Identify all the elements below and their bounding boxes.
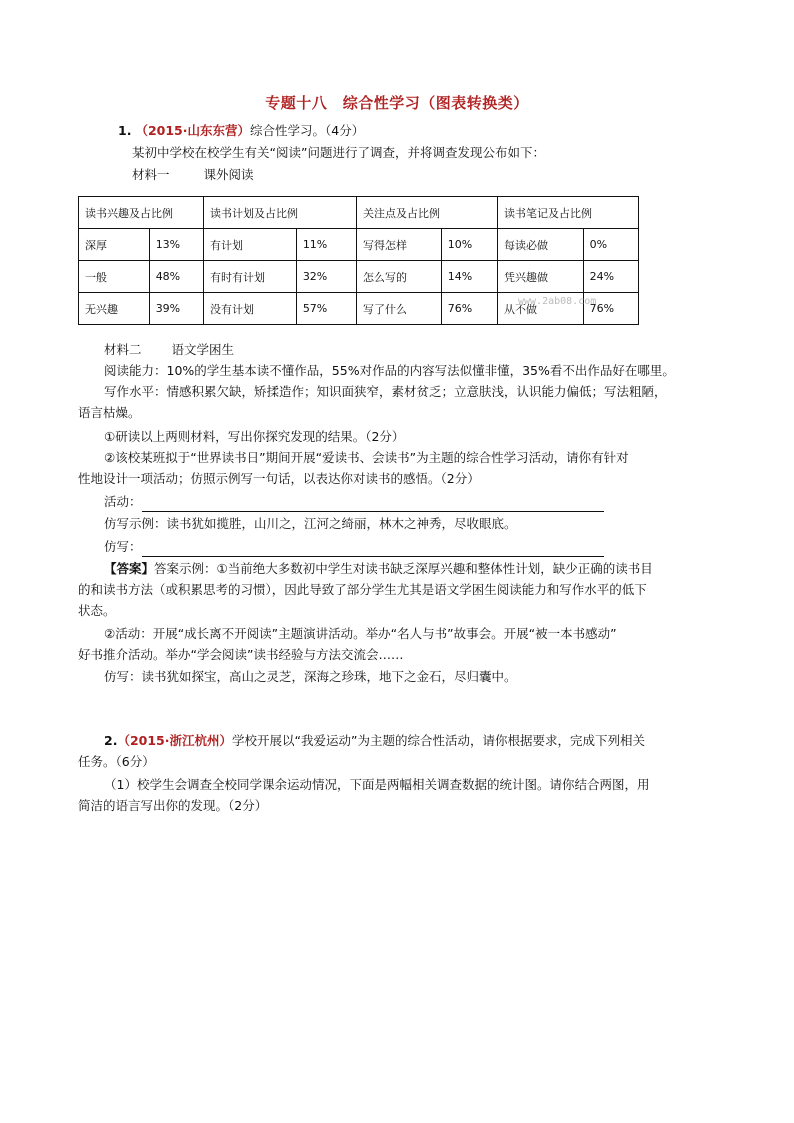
table-cell: 写了什么: [357, 293, 442, 325]
q2-subquestion-1: （1）校学生会调查全校同学课余运动情况，下面是两幅相关调查数据的统计图。请你结合两图，用: [104, 777, 650, 792]
table-cell: 0%: [583, 229, 638, 261]
answer-line-5: 好书推介活动。举办“学会阅读”读书经验与方法交流会……: [78, 647, 404, 662]
imitate-line: [104, 537, 604, 557]
q1-survey-intro: 某初中学校在校学生有关“阅读”问题进行了调查，并将调查发现公布如下：: [132, 145, 545, 160]
material2-heading: [104, 340, 234, 360]
q1-source: （2015·山东东营）: [135, 123, 250, 138]
table-row: [79, 229, 639, 261]
table-cell: 没有计划: [204, 293, 297, 325]
table-cell: 从不做: [498, 293, 584, 325]
table-cell: 写得怎样: [357, 229, 442, 261]
task-2-text: ②该校某班拟于“世界读书日”期间开展“爱读书、会读书”为主题的综合性学习活动，请你有针对: [104, 450, 629, 465]
table-cell: 无兴趣: [79, 293, 150, 325]
imitate-label: 仿写：: [104, 539, 142, 554]
q2-intro: 学校开展以“我爱运动”为主题的综合性活动，请你根据要求，完成下列相关: [232, 733, 645, 748]
material2-title: 语文学困生: [171, 342, 234, 357]
q2-intro-cont: 任务。（6分）: [78, 754, 155, 769]
table-cell: 凭兴趣做: [498, 261, 584, 293]
table-cell: 24%: [583, 261, 638, 293]
activity-line: [104, 492, 604, 512]
answer-line-2: 的和读书方法（或积累思考的习惯），因此导致了部分学生尤其是语文学困生阅读能力和写作水平的低下: [78, 582, 647, 597]
answer-line-6: 仿写：读书犹如探宝，高山之灵芝，深海之珍珠，地下之金石，尽归囊中。: [104, 669, 517, 684]
table-cell: 76%: [441, 293, 497, 325]
table-header-cell: 关注点及占比例: [357, 197, 498, 229]
table-cell: 一般: [79, 261, 150, 293]
table-cell: 每读必做: [498, 229, 584, 261]
imitate-answer-blank[interactable]: [142, 542, 604, 557]
material1-label: 材料一: [132, 167, 170, 182]
q2-number: 2.: [104, 733, 118, 748]
material2-label: 材料二: [104, 342, 142, 357]
q2-source: （2015·浙江杭州）: [117, 733, 232, 748]
table-header-cell: 读书兴趣及占比例: [79, 197, 204, 229]
activity-label: 活动：: [104, 494, 142, 509]
table-cell: 有计划: [204, 229, 297, 261]
q2-subquestion-1-cont: 简洁的语言写出你的发现。（2分）: [78, 798, 268, 813]
table-cell: 39%: [149, 293, 203, 325]
table-cell: 48%: [149, 261, 203, 293]
writing-level-text: 写作水平：情感积累欠缺，矫揉造作；知识面狭窄，素材贫乏；立意肤浅，认识能力偏低；写法粗陋，: [104, 384, 667, 399]
table-cell: 32%: [296, 261, 356, 293]
answer-line-4: ②活动：开展“成长离不开阅读”主题演讲活动。举办“名人与书”故事会。开展“被一本书感动”: [104, 626, 617, 641]
material1-title: 课外阅读: [203, 167, 254, 182]
table-row: [79, 261, 639, 293]
watermark: www.2ab08.com: [518, 296, 597, 307]
table-cell: 57%: [296, 293, 356, 325]
material1-heading: [132, 165, 254, 185]
activity-answer-blank[interactable]: [142, 497, 604, 512]
table-header-cell: 读书笔记及占比例: [498, 197, 639, 229]
table-cell: 深厚: [79, 229, 150, 261]
q2-header: [104, 731, 645, 751]
imitation-example: 仿写示例：读书犹如揽胜，山川之，江河之绮丽，林木之神秀，尽收眼底。: [104, 516, 517, 531]
task-2-text-cont: 性地设计一项活动；仿照示例写一句话，以表达你对读书的感悟。（2分）: [78, 471, 480, 486]
table-cell: 76%: [583, 293, 638, 325]
table-header-row: [79, 197, 639, 229]
answer-line-3: 状态。: [78, 603, 116, 618]
q1-number: 1.: [118, 123, 132, 138]
task-1-text: ①研读以上两则材料，写出你探究发现的结果。（2分）: [104, 429, 405, 444]
table-cell: 有时有计划: [204, 261, 297, 293]
table-header-cell: 读书计划及占比例: [204, 197, 357, 229]
answer-text-1: 答案示例：①当前绝大多数初中学生对读书缺乏深厚兴趣和整体性计划，缺少正确的读书目: [154, 561, 653, 576]
table-cell: 11%: [296, 229, 356, 261]
writing-level-text-cont: 语言枯燥。: [78, 405, 141, 420]
table-cell: 14%: [441, 261, 497, 293]
q1-intro: 综合性学习。（4分）: [249, 123, 365, 138]
table-cell: 10%: [441, 229, 497, 261]
answer-line-1: [104, 559, 653, 579]
page-title: 专题十八 综合性学习（图表转换类）: [265, 94, 529, 112]
q1-header: [118, 121, 364, 141]
table-cell: 怎么写的: [357, 261, 442, 293]
answer-tag: 【答案】: [104, 561, 155, 576]
table-cell: 13%: [149, 229, 203, 261]
reading-ability-text: 阅读能力：10%的学生基本读不懂作品，55%对作品的内容写法似懂非懂，35%看不出作品好在哪里。: [104, 363, 675, 378]
